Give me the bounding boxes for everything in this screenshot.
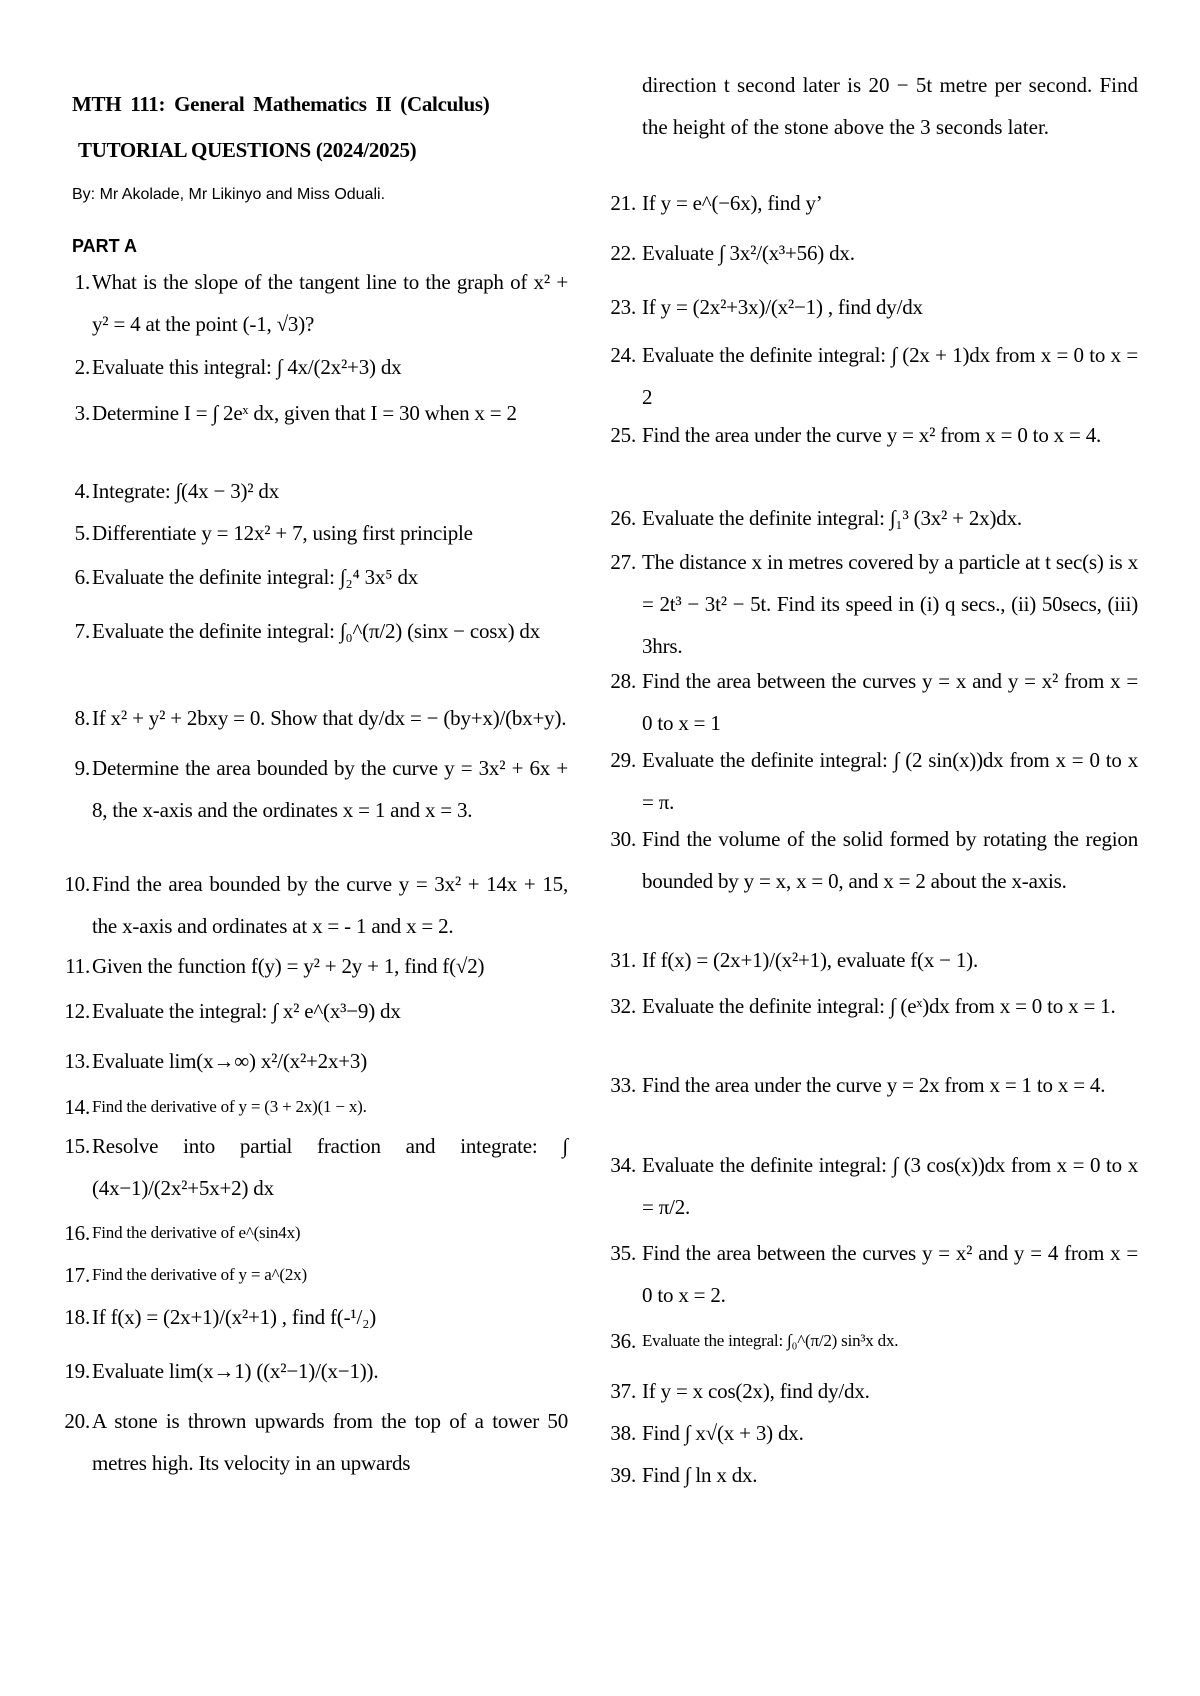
question-number: 17. (64, 1263, 90, 1287)
question-item (72, 697, 568, 739)
question-number: 24. (610, 343, 636, 367)
question-item (72, 346, 568, 388)
question-item (610, 541, 1138, 667)
question-continuation: direction t second later is 20 − 5t metre per second. Find the height of the stone above the 3 seconds later. (642, 73, 1138, 139)
question-number: 11. (65, 954, 90, 978)
question-item (610, 739, 1138, 823)
question-number: 31. (610, 948, 636, 972)
question-item (72, 512, 568, 554)
question-text: Given the function f(y) = y² + 2y + 1, find f(√2) (92, 954, 485, 978)
question-number: 21. (610, 191, 636, 215)
question-text: Find ∫ ln x dx. (642, 1463, 758, 1487)
question-number: 16. (64, 1221, 90, 1245)
question-text: Find ∫ x√(x + 3) dx. (642, 1421, 804, 1445)
question-text: Evaluate the definite integral: ∫ (eˣ)dx from x = 0 to x = 1. (642, 994, 1116, 1018)
question-text: Determine the area bounded by the curve y = 3x² + 6x + 8, the x-axis and the ordinates x = 1 and x = 3. (92, 756, 568, 822)
question-item (72, 470, 568, 512)
question-item (64, 1086, 568, 1128)
question-item (72, 392, 568, 434)
question-text: If x² + y² + 2bxy = 0. Show that dy/dx = − (by+x)/(bx+y). (92, 706, 567, 730)
question-item (610, 286, 1138, 328)
question-text: Evaluate the integral: ∫ x² e^(x³−9) dx (92, 999, 401, 1023)
question-number: 1. (74, 270, 90, 294)
question-text: Evaluate the definite integral: ∫ (2x + 1)dx from x = 0 to x = 2 (642, 343, 1138, 409)
question-number: 5. (74, 521, 90, 545)
question-item (610, 1370, 1138, 1412)
question-number: 18. (64, 1305, 90, 1329)
question-item (610, 1144, 1138, 1228)
question-text: Find the derivative of e^(sin4x) (92, 1223, 301, 1242)
question-text: Evaluate the definite integral: ∫ (2 sin(x))dx from x = 0 to x = π. (642, 748, 1138, 814)
question-item (72, 556, 568, 598)
question-item (72, 610, 568, 652)
question-number: 19. (64, 1359, 90, 1383)
question-item (610, 939, 1138, 981)
question-item (64, 1254, 568, 1296)
question-number: 32. (610, 994, 636, 1018)
question-text: If y = e^(−6x), find y’ (642, 191, 823, 215)
question-item (610, 497, 1138, 539)
part-heading: PART A (72, 236, 137, 256)
question-item (65, 945, 568, 987)
question-number: 36. (610, 1329, 636, 1353)
question-text: Evaluate this integral: ∫ 4x/(2x²+3) dx (92, 355, 402, 379)
question-number: 25. (610, 423, 636, 447)
question-number: 39. (610, 1463, 636, 1487)
question-number: 26. (610, 506, 636, 530)
question-text: If y = (2x²+3x)/(x²−1) , find dy/dx (642, 295, 923, 319)
question-number: 34. (610, 1153, 636, 1177)
question-item (64, 1350, 568, 1392)
question-text: A stone is thrown upwards from the top of a tower 50 metres high. Its velocity in an upwards (92, 1409, 568, 1475)
question-number: 7. (74, 619, 90, 643)
question-item (610, 232, 1138, 274)
question-item (64, 1296, 568, 1338)
question-text: Find the derivative of y = a^(2x) (92, 1265, 307, 1284)
question-item (610, 1064, 1138, 1106)
question-number: 33. (610, 1073, 636, 1097)
question-text: Evaluate lim(x→1) ((x²−1)/(x−1)). (92, 1359, 379, 1383)
question-item (72, 747, 568, 831)
question-item (64, 1212, 568, 1254)
question-item (64, 1125, 568, 1209)
question-number: 8. (74, 706, 90, 730)
question-text: Find the area between the curves y = x² and y = 4 from x = 0 to x = 2. (642, 1241, 1138, 1307)
question-number: 13. (64, 1049, 90, 1073)
question-item (64, 1040, 568, 1082)
question-item (610, 334, 1138, 418)
question-item (64, 1400, 568, 1484)
question-number: 28. (610, 669, 636, 693)
question-text: Find the volume of the solid formed by rotating the region bounded by y = x, x = 0, and x = 2 about the x-axis. (642, 827, 1138, 893)
question-number: 23. (610, 295, 636, 319)
question-item (610, 660, 1138, 744)
question-number: 29. (610, 748, 636, 772)
question-item (610, 1454, 1138, 1496)
question-text: Evaluate the integral: ∫₀^(π/2) sin³x dx. (642, 1331, 899, 1350)
question-number: 15. (64, 1134, 90, 1158)
question-item (610, 1320, 1138, 1362)
question-number: 22. (610, 241, 636, 265)
question-text: If f(x) = (2x+1)/(x²+1), evaluate f(x − 1). (642, 948, 979, 972)
question-item (610, 1232, 1138, 1316)
question-text: Find the area bounded by the curve y = 3x² + 14x + 15, the x-axis and ordinates at x = - 1 and x = 2. (92, 872, 568, 938)
question-number: 38. (610, 1421, 636, 1445)
question-text: Resolve into partial fraction and integrate: ∫ (4x−1)/(2x²+5x+2) dx (92, 1134, 568, 1200)
question-text: Find the area between the curves y = x and y = x² from x = 0 to x = 1 (642, 669, 1138, 735)
question-item (610, 985, 1138, 1027)
question-item (610, 182, 1138, 224)
question-number: 37. (610, 1379, 636, 1403)
question-item (64, 863, 568, 947)
document-subtitle: TUTORIAL QUESTIONS (2024/2025) (78, 138, 417, 162)
question-text: Evaluate the definite integral: ∫₁³ (3x² + 2x)dx. (642, 506, 1022, 530)
question-item (64, 990, 568, 1032)
question-item (610, 414, 1138, 456)
question-number: 9. (74, 756, 90, 780)
question-number: 2. (74, 355, 90, 379)
question-text: Evaluate the definite integral: ∫ (3 cos(x))dx from x = 0 to x = π/2. (642, 1153, 1138, 1219)
question-item (72, 261, 568, 345)
question-text: Find the derivative of y = (3 + 2x)(1 − x). (92, 1097, 367, 1116)
question-text: Evaluate ∫ 3x²/(x³+56) dx. (642, 241, 855, 265)
question-text: What is the slope of the tangent line to the graph of x² + y² = 4 at the point (-1, √3)? (92, 270, 568, 336)
question-number: 27. (610, 550, 636, 574)
question-text: If y = x cos(2x), find dy/dx. (642, 1379, 870, 1403)
question-number: 20. (64, 1409, 90, 1433)
authors-line: By: Mr Akolade, Mr Likinyo and Miss Oduali. (72, 186, 386, 203)
question-text: Integrate: ∫(4x − 3)² dx (92, 479, 280, 503)
question-number: 12. (64, 999, 90, 1023)
question-number: 6. (74, 565, 90, 589)
question-text: Evaluate the definite integral: ∫₂⁴ 3x⁵ dx (92, 565, 419, 589)
question-text: Find the area under the curve y = 2x from x = 1 to x = 4. (642, 1073, 1106, 1097)
question-number: 14. (64, 1095, 90, 1119)
question-number: 30. (610, 827, 636, 851)
question-text: Evaluate lim(x→∞) x²/(x²+2x+3) (92, 1049, 368, 1073)
question-number: 10. (64, 872, 90, 896)
question-text: Evaluate the definite integral: ∫₀^(π/2) (sinx − cosx) dx (92, 619, 541, 643)
question-number: 35. (610, 1241, 636, 1265)
question-text: Differentiate y = 12x² + 7, using first principle (92, 521, 473, 545)
question-text: Find the area under the curve y = x² from x = 0 to x = 4. (642, 423, 1102, 447)
document-title: MTH 111: General Mathematics II (Calculus) (72, 92, 490, 116)
question-item (610, 1412, 1138, 1454)
question-number: 3. (74, 401, 90, 425)
question-item (610, 818, 1138, 902)
question-text: The distance x in metres covered by a particle at t sec(s) is x = 2t³ − 3t² − 5t. Find its speed in (i) q secs., (ii) 50secs, (iii) 3hrs. (642, 550, 1138, 658)
question-text: Determine I = ∫ 2eˣ dx, given that I = 30 when x = 2 (92, 401, 517, 425)
question-number: 4. (74, 479, 90, 503)
question-text: If f(x) = (2x+1)/(x²+1) , find f(-¹/₂) (92, 1305, 377, 1329)
